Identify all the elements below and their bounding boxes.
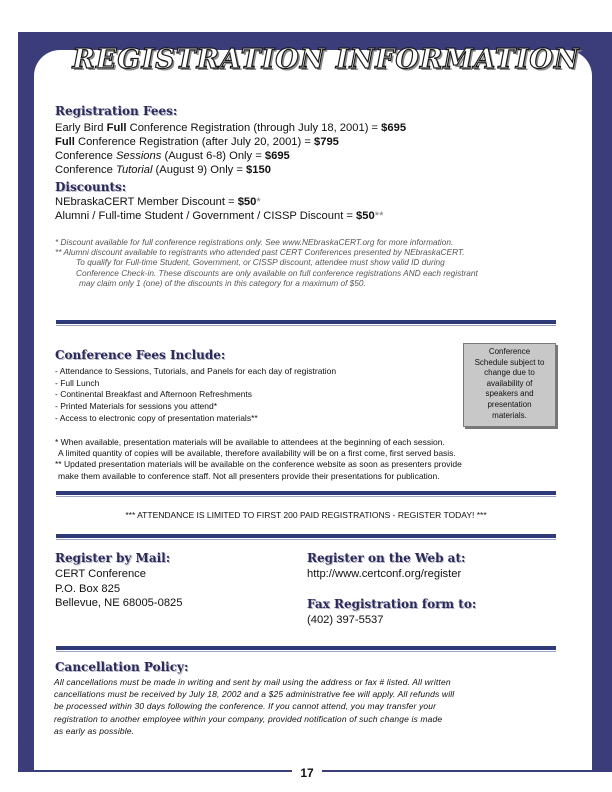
section-divider: [56, 320, 556, 324]
mail-address-line: CERT Conference: [55, 568, 146, 580]
sessions-label: Sessions: [115, 150, 162, 162]
tutorial-text: Conference: [55, 164, 116, 176]
tutorial-price: $150: [246, 164, 271, 176]
alumni-discount-mark: **: [374, 210, 384, 222]
discounts-heading: Discounts:: [55, 180, 127, 194]
sessions-price: $695: [264, 150, 290, 162]
alumni-discount-text: Alumni / Full-time Student / Government / CISSP Discount =: [55, 210, 357, 222]
schedule-notice-box: [463, 343, 556, 427]
list-item: - Printed Materials for sessions you attend*: [55, 401, 218, 412]
footnote-line: may claim only 1 (one) of the discounts in this category for a maximum of $50.: [79, 277, 366, 288]
list-item: - Access to electronic copy of presentation materials**: [55, 412, 258, 423]
discount-footnotes: [55, 237, 478, 288]
footnote-line: To qualify for Full-time Student, Government, or CISSP discount, attendee must show valid ID during: [76, 257, 445, 268]
list-item: - Full Lunch: [55, 377, 100, 388]
cancellation-text: [54, 676, 554, 737]
section-divider: [56, 534, 556, 538]
attendance-notice: *** ATTENDANCE IS LIMITED TO FIRST 200 PAID REGISTRATIONS - REGISTER TODAY! ***: [125, 510, 487, 520]
notice-line: materials.: [492, 410, 527, 420]
materials-notes: [55, 437, 462, 482]
tutorial-label: Tutorial: [115, 164, 153, 176]
alumni-discount-line: [55, 210, 383, 222]
sessions-desc: (August 6-8) Only =: [161, 150, 265, 162]
notice-line: speakers and: [485, 389, 534, 399]
notice-line: Conference: [488, 347, 531, 356]
note-line: * When available, presentation materials will be available to attendees at the beginning of each session.: [55, 437, 445, 447]
cancellation-line: as early as possible.: [54, 725, 135, 736]
footnote-line: * Discount available for full conference registrations only. See www.NEbraskaCERT.org for more information.: [55, 237, 454, 247]
note-line: make them available to conference staff. Not all presenters provide their presentations for publication.: [58, 470, 440, 481]
notice-line: availability of: [486, 378, 533, 388]
web-heading: Register on the Web at:: [307, 551, 466, 565]
member-discount-line: [55, 196, 261, 208]
full-label: Full: [55, 136, 75, 148]
mail-address-line: P.O. Box 825: [55, 583, 121, 595]
early-bird-full: Full: [106, 122, 127, 134]
list-item: - Continental Breakfast and Afternoon Refreshments: [55, 389, 253, 400]
cancellation-line: registration to another employee within your company, provided notification of such change is made: [54, 713, 443, 724]
note-line: A limited quantity of copies will be available, therefore availability will be on a first come, first served basis.: [58, 448, 456, 459]
footnote-line: ** Alumni discount available to registrants who attended past CERT Conferences presented by NEbraskaCERT.: [55, 247, 465, 258]
notice-line: Schedule subject to: [474, 357, 545, 367]
section-divider: [56, 646, 556, 650]
page-number: 17: [292, 765, 322, 787]
fees-include-heading: Conference Fees Include:: [55, 348, 226, 362]
page-title: REGISTRATION INFORMATION: [72, 44, 580, 75]
registration-url-link[interactable]: http://www.certconf.org/register: [307, 568, 462, 580]
full-price: $795: [314, 136, 339, 148]
notice-line: change due to: [484, 368, 535, 378]
notice-line: presentation: [487, 399, 532, 409]
early-bird-text: Early Bird: [55, 122, 107, 134]
cancellation-heading: Cancellation Policy:: [55, 660, 189, 674]
fees-include-list: [55, 366, 336, 425]
cancellation-line: be processed within 30 days following the conference. If you cannot attend, you may transfer your: [54, 701, 437, 712]
registration-fees-heading: Registration Fees:: [55, 104, 178, 118]
early-bird-desc: Conference Registration (through July 18, 2001) =: [126, 122, 382, 134]
note-line: ** Updated presentation materials will be available on the conference website as soon as presenters provide: [55, 459, 462, 470]
sessions-text: Conference: [55, 150, 116, 162]
full-desc: Conference Registration (after July 20, 2001) =: [74, 136, 314, 148]
tutorial-desc: (August 9) Only =: [152, 164, 247, 176]
cancellation-line: cancellations must be received by July 18, 2002 and a $25 administrative fee will apply. All refunds will: [54, 689, 455, 700]
tutorial-fee-line: [55, 164, 271, 176]
early-bird-price: $695: [381, 122, 407, 134]
sessions-fee-line: [55, 150, 290, 162]
mail-heading: Register by Mail:: [55, 551, 171, 565]
fax-number: (402) 397-5537: [307, 614, 384, 626]
full-fee-line: [55, 136, 339, 148]
early-bird-fee-line: [55, 122, 406, 134]
member-discount-amount: $50: [237, 196, 257, 208]
alumni-discount-amount: $50: [356, 210, 375, 222]
footnote-line: Conference Check-in. These discounts are only available on full conference registrations AND each registrant: [76, 267, 478, 278]
member-discount-text: NEbraskaCERT Member Discount =: [55, 196, 238, 208]
fax-heading: Fax Registration form to:: [307, 597, 477, 611]
cancellation-line: All cancellations must be made in writing and sent by mail using the address or fax # listed. All written: [54, 677, 451, 687]
list-item: - Attendance to Sessions, Tutorials, and Panels for each day of registration: [55, 366, 337, 376]
section-divider: [56, 491, 556, 495]
mail-address-line: Bellevue, NE 68005-0825: [55, 597, 183, 609]
member-discount-mark: *: [256, 196, 261, 208]
